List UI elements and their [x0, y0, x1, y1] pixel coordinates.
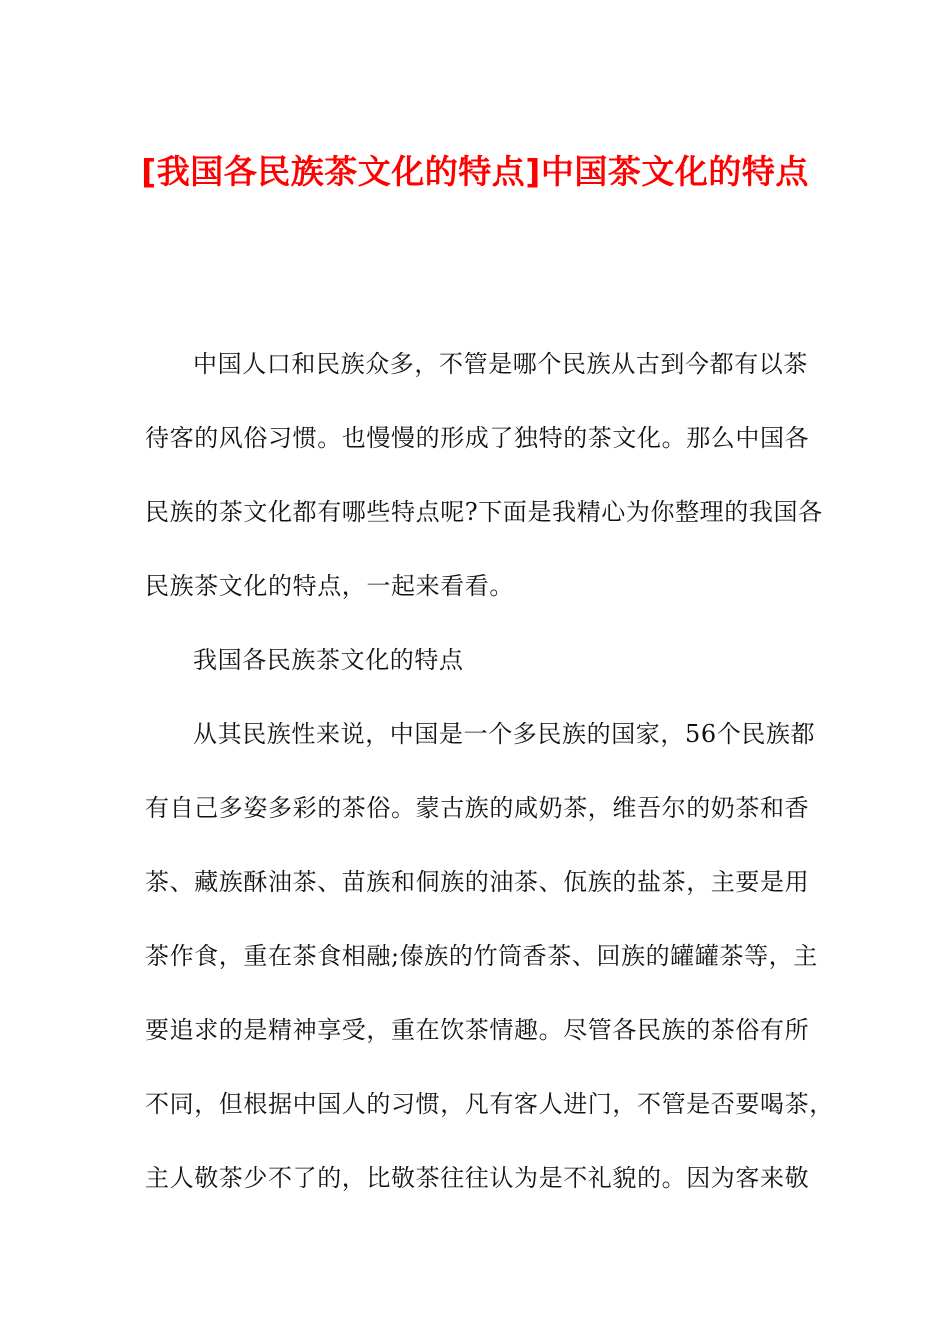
- document-title: [我国各民族茶文化的特点]中国茶文化的特点: [141, 152, 809, 191]
- text-line: 民族茶文化的特点，一起来看看。: [145, 572, 514, 600]
- text-line: 主人敬茶少不了的，比敬茶往往认为是不礼貌的。因为客来敬: [145, 1164, 810, 1192]
- text-line: 待客的风俗习惯。也慢慢的形成了独特的茶文化。那么中国各: [145, 424, 810, 452]
- text-line: 我国各民族茶文化的特点: [193, 646, 464, 674]
- text-line: 从其民族性来说，中国是一个多民族的国家，56个民族都: [193, 720, 816, 748]
- text-line: 民族的茶文化都有哪些特点呢?下面是我精心为你整理的我国各: [145, 498, 823, 526]
- text-line: 茶作食，重在茶食相融;傣族的竹筒香茶、回族的罐罐茶等，主: [145, 942, 818, 970]
- text-line: 有自己多姿多彩的茶俗。蒙古族的咸奶茶，维吾尔的奶茶和香: [145, 794, 810, 822]
- text-line: 中国人口和民族众多，不管是哪个民族从古到今都有以茶: [193, 350, 808, 378]
- text-line: 不同，但根据中国人的习惯，凡有客人进门，不管是否要喝茶，: [145, 1090, 834, 1118]
- section-heading: [145, 623, 810, 697]
- text-line: 要追求的是精神享受，重在饮茶情趣。尽管各民族的茶俗有所: [145, 1016, 810, 1044]
- document-body: [145, 327, 834, 1215]
- paragraph-intro: [145, 327, 823, 623]
- text-line: 茶、藏族酥油茶、苗族和侗族的油茶、佤族的盐茶，主要是用: [145, 868, 810, 896]
- paragraph-ethnicity: [145, 697, 834, 1215]
